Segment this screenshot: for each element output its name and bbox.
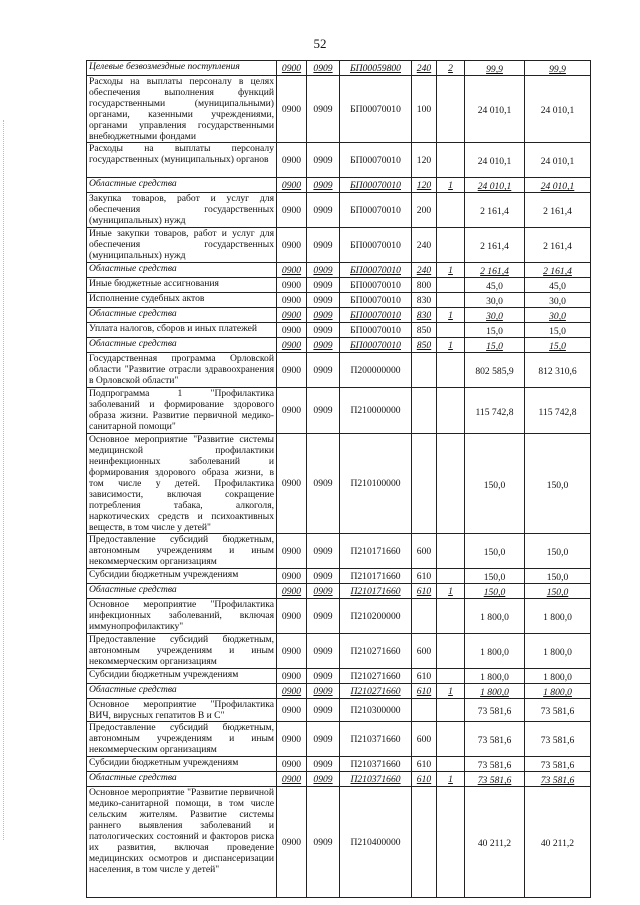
row-source-cell bbox=[437, 434, 465, 534]
row-name-cell: Областные средства bbox=[87, 178, 277, 193]
row-amount-year2-cell: 73 581,6 bbox=[525, 722, 591, 757]
table-row bbox=[87, 178, 591, 193]
row-target-article-cell: БП00070010 bbox=[340, 193, 412, 228]
row-amount-year1-cell: 24 010,1 bbox=[465, 143, 525, 178]
table-row bbox=[87, 584, 591, 599]
budget-table-body bbox=[87, 61, 591, 898]
row-amount-year1-cell: 30,0 bbox=[465, 293, 525, 308]
row-amount-year2-cell: 150,0 bbox=[525, 534, 591, 569]
row-name-cell: Закупка товаров, работ и услуг для обеспечения государственных (муниципальных) нужд bbox=[87, 193, 277, 228]
row-amount-year1-cell: 73 581,6 bbox=[465, 722, 525, 757]
row-target-article-cell: П210171660 bbox=[340, 534, 412, 569]
row-name-cell: Предоставление субсидий бюджетным, автономным учреждениям и иным некоммерческим организациям bbox=[87, 534, 277, 569]
table-row bbox=[87, 634, 591, 669]
row-ministry-code-cell: 0900 bbox=[277, 278, 307, 293]
row-target-article-cell: БП00070010 bbox=[340, 143, 412, 178]
row-amount-year2-cell: 2 161,4 bbox=[525, 228, 591, 263]
row-name-cell: Предоставление субсидий бюджетным, автономным учреждениям и иным некоммерческим организациям bbox=[87, 722, 277, 757]
row-section-code-cell: 0909 bbox=[307, 722, 340, 757]
row-section-code-cell: 0909 bbox=[307, 293, 340, 308]
row-amount-year1-cell: 30,0 bbox=[465, 308, 525, 323]
row-amount-year1-cell: 24 010,1 bbox=[465, 178, 525, 193]
row-target-article-cell: БП00059800 bbox=[340, 61, 412, 76]
row-amount-year1-cell: 2 161,4 bbox=[465, 193, 525, 228]
row-target-article-cell: П200000000 bbox=[340, 353, 412, 388]
row-name-cell: Расходы на выплаты персоналу в целях обеспечения выполнения функций государственными (муниципальными) органами, казенными учреждениями, органами управления государственными внебюджетными фондами bbox=[87, 76, 277, 143]
row-amount-year1-cell: 150,0 bbox=[465, 584, 525, 599]
row-amount-year2-cell: 1 800,0 bbox=[525, 669, 591, 684]
row-ministry-code-cell: 0900 bbox=[277, 143, 307, 178]
row-expense-type-cell bbox=[412, 787, 437, 898]
table-row bbox=[87, 338, 591, 353]
row-section-code-cell: 0909 bbox=[307, 569, 340, 584]
row-ministry-code-cell: 0900 bbox=[277, 534, 307, 569]
row-section-code-cell: 0909 bbox=[307, 323, 340, 338]
row-ministry-code-cell: 0900 bbox=[277, 569, 307, 584]
row-ministry-code-cell: 0900 bbox=[277, 634, 307, 669]
row-amount-year1-cell: 73 581,6 bbox=[465, 699, 525, 722]
row-amount-year1-cell: 1 800,0 bbox=[465, 634, 525, 669]
row-amount-year2-cell: 73 581,6 bbox=[525, 757, 591, 772]
row-section-code-cell: 0909 bbox=[307, 787, 340, 898]
table-row bbox=[87, 772, 591, 787]
row-target-article-cell: БП00070010 bbox=[340, 338, 412, 353]
row-expense-type-cell bbox=[412, 353, 437, 388]
row-source-cell bbox=[437, 757, 465, 772]
table-row bbox=[87, 699, 591, 722]
table-row bbox=[87, 263, 591, 278]
row-ministry-code-cell: 0900 bbox=[277, 193, 307, 228]
row-name-cell: Областные средства bbox=[87, 308, 277, 323]
row-ministry-code-cell: 0900 bbox=[277, 388, 307, 434]
row-expense-type-cell bbox=[412, 599, 437, 634]
row-name-cell: Субсидии бюджетным учреждениям bbox=[87, 669, 277, 684]
row-expense-type-cell: 600 bbox=[412, 534, 437, 569]
row-amount-year1-cell: 802 585,9 bbox=[465, 353, 525, 388]
row-ministry-code-cell: 0900 bbox=[277, 772, 307, 787]
row-name-cell: Расходы на выплаты персоналу государственных (муниципальных) органов bbox=[87, 143, 277, 178]
row-amount-year2-cell: 73 581,6 bbox=[525, 699, 591, 722]
row-amount-year1-cell: 99,9 bbox=[465, 61, 525, 76]
row-amount-year2-cell: 115 742,8 bbox=[525, 388, 591, 434]
row-target-article-cell: БП00070010 bbox=[340, 76, 412, 143]
row-source-cell: 2 bbox=[437, 61, 465, 76]
row-amount-year2-cell: 15,0 bbox=[525, 323, 591, 338]
table-row bbox=[87, 193, 591, 228]
row-amount-year2-cell: 1 800,0 bbox=[525, 684, 591, 699]
row-name-cell: Областные средства bbox=[87, 584, 277, 599]
row-source-cell bbox=[437, 76, 465, 143]
row-amount-year1-cell: 73 581,6 bbox=[465, 772, 525, 787]
row-expense-type-cell: 240 bbox=[412, 263, 437, 278]
row-source-cell bbox=[437, 323, 465, 338]
row-section-code-cell: 0909 bbox=[307, 353, 340, 388]
row-ministry-code-cell: 0900 bbox=[277, 308, 307, 323]
row-ministry-code-cell: 0900 bbox=[277, 178, 307, 193]
table-row bbox=[87, 308, 591, 323]
row-source-cell bbox=[437, 143, 465, 178]
row-section-code-cell: 0909 bbox=[307, 76, 340, 143]
row-amount-year2-cell: 812 310,6 bbox=[525, 353, 591, 388]
row-name-cell: Основное мероприятие "Профилактика ВИЧ, вирусных гепатитов В и С" bbox=[87, 699, 277, 722]
row-ministry-code-cell: 0900 bbox=[277, 699, 307, 722]
table-row bbox=[87, 293, 591, 308]
row-source-cell bbox=[437, 388, 465, 434]
row-expense-type-cell: 120 bbox=[412, 143, 437, 178]
row-section-code-cell: 0909 bbox=[307, 61, 340, 76]
row-amount-year2-cell: 99,9 bbox=[525, 61, 591, 76]
row-target-article-cell: П210000000 bbox=[340, 388, 412, 434]
table-row bbox=[87, 434, 591, 534]
row-amount-year1-cell: 150,0 bbox=[465, 434, 525, 534]
row-expense-type-cell: 600 bbox=[412, 722, 437, 757]
row-amount-year1-cell: 73 581,6 bbox=[465, 757, 525, 772]
table-row bbox=[87, 599, 591, 634]
table-row bbox=[87, 684, 591, 699]
row-ministry-code-cell: 0900 bbox=[277, 599, 307, 634]
budget-table bbox=[86, 60, 591, 898]
row-name-cell: Уплата налогов, сборов и иных платежей bbox=[87, 323, 277, 338]
row-ministry-code-cell: 0900 bbox=[277, 228, 307, 263]
page-number: 52 bbox=[313, 36, 327, 51]
row-name-cell: Целевые безвозмездные поступления bbox=[87, 61, 277, 76]
row-source-cell: 1 bbox=[437, 308, 465, 323]
row-target-article-cell: П210271660 bbox=[340, 634, 412, 669]
row-target-article-cell: БП00070010 bbox=[340, 263, 412, 278]
table-row bbox=[87, 143, 591, 178]
row-amount-year1-cell: 150,0 bbox=[465, 534, 525, 569]
row-expense-type-cell: 600 bbox=[412, 634, 437, 669]
row-ministry-code-cell: 0900 bbox=[277, 353, 307, 388]
row-expense-type-cell: 240 bbox=[412, 61, 437, 76]
row-target-article-cell: П210400000 bbox=[340, 787, 412, 898]
row-target-article-cell: П210171660 bbox=[340, 569, 412, 584]
row-source-cell: 1 bbox=[437, 772, 465, 787]
table-row bbox=[87, 76, 591, 143]
row-amount-year2-cell: 45,0 bbox=[525, 278, 591, 293]
row-section-code-cell: 0909 bbox=[307, 757, 340, 772]
row-expense-type-cell: 610 bbox=[412, 584, 437, 599]
row-expense-type-cell: 100 bbox=[412, 76, 437, 143]
row-target-article-cell: П210271660 bbox=[340, 669, 412, 684]
row-target-article-cell: П210371660 bbox=[340, 772, 412, 787]
row-source-cell bbox=[437, 293, 465, 308]
row-name-cell: Основное мероприятие "Профилактика инфекционных заболеваний, включая иммунопрофилактику" bbox=[87, 599, 277, 634]
row-section-code-cell: 0909 bbox=[307, 599, 340, 634]
row-source-cell bbox=[437, 787, 465, 898]
row-section-code-cell: 0909 bbox=[307, 388, 340, 434]
table-row bbox=[87, 323, 591, 338]
row-source-cell bbox=[437, 228, 465, 263]
row-ministry-code-cell: 0900 bbox=[277, 787, 307, 898]
row-amount-year1-cell: 15,0 bbox=[465, 323, 525, 338]
table-row bbox=[87, 569, 591, 584]
row-amount-year2-cell: 2 161,4 bbox=[525, 263, 591, 278]
row-expense-type-cell: 850 bbox=[412, 323, 437, 338]
row-amount-year2-cell: 40 211,2 bbox=[525, 787, 591, 898]
row-section-code-cell: 0909 bbox=[307, 534, 340, 569]
row-ministry-code-cell: 0900 bbox=[277, 684, 307, 699]
row-section-code-cell: 0909 bbox=[307, 634, 340, 669]
row-name-cell: Основное мероприятие "Развитие первичной медико-санитарной помощи, в том числе сельским жителям. Развитие системы раннего выявления заболеваний и патологических состояний и факторов риска их развития, включая проведение медицинских осмотров и диспансеризации населения, в том числе у детей" bbox=[87, 787, 277, 898]
table-row bbox=[87, 388, 591, 434]
row-ministry-code-cell: 0900 bbox=[277, 757, 307, 772]
row-name-cell: Областные средства bbox=[87, 772, 277, 787]
row-name-cell: Исполнение судебных актов bbox=[87, 293, 277, 308]
row-source-cell: 1 bbox=[437, 178, 465, 193]
row-amount-year2-cell: 1 800,0 bbox=[525, 634, 591, 669]
row-expense-type-cell: 610 bbox=[412, 757, 437, 772]
row-ministry-code-cell: 0900 bbox=[277, 61, 307, 76]
row-section-code-cell: 0909 bbox=[307, 434, 340, 534]
row-target-article-cell: П210171660 bbox=[340, 584, 412, 599]
row-section-code-cell: 0909 bbox=[307, 178, 340, 193]
row-section-code-cell: 0909 bbox=[307, 338, 340, 353]
row-section-code-cell: 0909 bbox=[307, 143, 340, 178]
row-amount-year2-cell: 30,0 bbox=[525, 308, 591, 323]
row-expense-type-cell: 200 bbox=[412, 193, 437, 228]
row-expense-type-cell: 610 bbox=[412, 684, 437, 699]
row-expense-type-cell bbox=[412, 388, 437, 434]
row-amount-year1-cell: 1 800,0 bbox=[465, 669, 525, 684]
row-expense-type-cell bbox=[412, 699, 437, 722]
row-source-cell bbox=[437, 722, 465, 757]
row-target-article-cell: П210271660 bbox=[340, 684, 412, 699]
row-target-article-cell: БП00070010 bbox=[340, 293, 412, 308]
row-target-article-cell: БП00070010 bbox=[340, 178, 412, 193]
row-target-article-cell: П210100000 bbox=[340, 434, 412, 534]
row-name-cell: Иные закупки товаров, работ и услуг для обеспечения государственных (муниципальных) нужд bbox=[87, 228, 277, 263]
row-ministry-code-cell: 0900 bbox=[277, 76, 307, 143]
row-amount-year2-cell: 24 010,1 bbox=[525, 178, 591, 193]
row-amount-year1-cell: 2 161,4 bbox=[465, 263, 525, 278]
row-source-cell bbox=[437, 699, 465, 722]
table-row bbox=[87, 353, 591, 388]
row-expense-type-cell: 800 bbox=[412, 278, 437, 293]
row-target-article-cell: П210371660 bbox=[340, 722, 412, 757]
row-source-cell bbox=[437, 669, 465, 684]
row-name-cell: Областные средства bbox=[87, 338, 277, 353]
row-expense-type-cell: 610 bbox=[412, 772, 437, 787]
row-ministry-code-cell: 0900 bbox=[277, 323, 307, 338]
row-name-cell: Государственная программа Орловской области "Развитие отрасли здравоохранения в Орловской области" bbox=[87, 353, 277, 388]
row-ministry-code-cell: 0900 bbox=[277, 434, 307, 534]
row-expense-type-cell bbox=[412, 434, 437, 534]
row-source-cell: 1 bbox=[437, 338, 465, 353]
row-amount-year2-cell: 150,0 bbox=[525, 569, 591, 584]
row-expense-type-cell: 240 bbox=[412, 228, 437, 263]
table-row bbox=[87, 669, 591, 684]
row-amount-year2-cell: 24 010,1 bbox=[525, 76, 591, 143]
row-name-cell: Подпрограмма 1 "Профилактика заболеваний и формирование здорового образа жизни. Развитие первичной медико-санитарной помощи" bbox=[87, 388, 277, 434]
row-source-cell: 1 bbox=[437, 263, 465, 278]
table-row bbox=[87, 278, 591, 293]
row-amount-year1-cell: 45,0 bbox=[465, 278, 525, 293]
row-amount-year2-cell: 24 010,1 bbox=[525, 143, 591, 178]
row-amount-year2-cell: 30,0 bbox=[525, 293, 591, 308]
table-row bbox=[87, 228, 591, 263]
row-ministry-code-cell: 0900 bbox=[277, 722, 307, 757]
row-amount-year1-cell: 2 161,4 bbox=[465, 228, 525, 263]
row-name-cell: Субсидии бюджетным учреждениям bbox=[87, 569, 277, 584]
row-name-cell: Областные средства bbox=[87, 263, 277, 278]
row-source-cell bbox=[437, 634, 465, 669]
row-section-code-cell: 0909 bbox=[307, 772, 340, 787]
row-expense-type-cell: 830 bbox=[412, 293, 437, 308]
row-target-article-cell: П210371660 bbox=[340, 757, 412, 772]
row-ministry-code-cell: 0900 bbox=[277, 263, 307, 278]
row-source-cell bbox=[437, 278, 465, 293]
row-target-article-cell: БП00070010 bbox=[340, 278, 412, 293]
row-expense-type-cell: 850 bbox=[412, 338, 437, 353]
row-section-code-cell: 0909 bbox=[307, 684, 340, 699]
row-amount-year2-cell: 2 161,4 bbox=[525, 193, 591, 228]
row-name-cell: Основное мероприятие "Развитие системы медицинской профилактики неинфекционных заболеваний и формирования здорового образа жизни, в том числе у детей. Профилактика зависимости, включая сокращение потребления табака, алкоголя, наркотических средств и психоактивных веществ, в том числе у детей" bbox=[87, 434, 277, 534]
row-amount-year1-cell: 40 211,2 bbox=[465, 787, 525, 898]
row-source-cell: 1 bbox=[437, 584, 465, 599]
row-target-article-cell: БП00070010 bbox=[340, 308, 412, 323]
row-amount-year1-cell: 24 010,1 bbox=[465, 76, 525, 143]
row-source-cell bbox=[437, 599, 465, 634]
row-amount-year2-cell: 150,0 bbox=[525, 584, 591, 599]
row-ministry-code-cell: 0900 bbox=[277, 584, 307, 599]
row-ministry-code-cell: 0900 bbox=[277, 293, 307, 308]
row-section-code-cell: 0909 bbox=[307, 228, 340, 263]
row-name-cell: Иные бюджетные ассигнования bbox=[87, 278, 277, 293]
row-section-code-cell: 0909 bbox=[307, 278, 340, 293]
row-source-cell bbox=[437, 569, 465, 584]
row-source-cell bbox=[437, 353, 465, 388]
row-section-code-cell: 0909 bbox=[307, 308, 340, 323]
row-target-article-cell: П210200000 bbox=[340, 599, 412, 634]
table-row bbox=[87, 757, 591, 772]
row-ministry-code-cell: 0900 bbox=[277, 669, 307, 684]
row-section-code-cell: 0909 bbox=[307, 699, 340, 722]
row-expense-type-cell: 610 bbox=[412, 569, 437, 584]
margin-scan-marks bbox=[3, 120, 6, 840]
row-source-cell bbox=[437, 534, 465, 569]
row-name-cell: Областные средства bbox=[87, 684, 277, 699]
row-ministry-code-cell: 0900 bbox=[277, 338, 307, 353]
row-amount-year1-cell: 115 742,8 bbox=[465, 388, 525, 434]
row-amount-year1-cell: 1 800,0 bbox=[465, 599, 525, 634]
row-target-article-cell: БП00070010 bbox=[340, 323, 412, 338]
row-section-code-cell: 0909 bbox=[307, 193, 340, 228]
row-expense-type-cell: 610 bbox=[412, 669, 437, 684]
row-source-cell bbox=[437, 193, 465, 228]
row-amount-year2-cell: 150,0 bbox=[525, 434, 591, 534]
row-expense-type-cell: 120 bbox=[412, 178, 437, 193]
table-row bbox=[87, 722, 591, 757]
row-expense-type-cell: 830 bbox=[412, 308, 437, 323]
row-name-cell: Предоставление субсидий бюджетным, автономным учреждениям и иным некоммерческим организациям bbox=[87, 634, 277, 669]
row-section-code-cell: 0909 bbox=[307, 584, 340, 599]
row-amount-year2-cell: 15,0 bbox=[525, 338, 591, 353]
row-source-cell: 1 bbox=[437, 684, 465, 699]
row-amount-year1-cell: 15,0 bbox=[465, 338, 525, 353]
row-amount-year1-cell: 1 800,0 bbox=[465, 684, 525, 699]
table-row bbox=[87, 534, 591, 569]
row-section-code-cell: 0909 bbox=[307, 263, 340, 278]
row-section-code-cell: 0909 bbox=[307, 669, 340, 684]
row-name-cell: Субсидии бюджетным учреждениям bbox=[87, 757, 277, 772]
table-row bbox=[87, 61, 591, 76]
row-amount-year1-cell: 150,0 bbox=[465, 569, 525, 584]
row-amount-year2-cell: 1 800,0 bbox=[525, 599, 591, 634]
table-row bbox=[87, 787, 591, 898]
row-target-article-cell: БП00070010 bbox=[340, 228, 412, 263]
row-amount-year2-cell: 73 581,6 bbox=[525, 772, 591, 787]
row-target-article-cell: П210300000 bbox=[340, 699, 412, 722]
